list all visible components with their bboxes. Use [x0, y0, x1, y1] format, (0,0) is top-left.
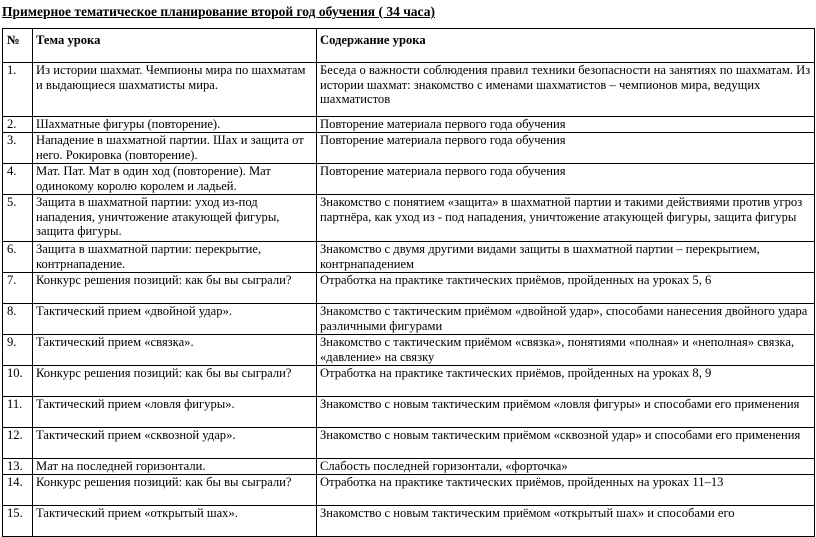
- row-number: 2.: [3, 117, 33, 133]
- header-number: №: [3, 29, 33, 63]
- document-title: Примерное тематическое планирование второй год обучения ( 34 часа): [2, 4, 435, 19]
- row-topic: Тактический прием «ловля фигуры».: [33, 397, 317, 428]
- table-row: [3, 273, 815, 304]
- row-topic: Тактический прием «сквозной удар».: [33, 428, 317, 459]
- row-number: 11.: [3, 397, 33, 428]
- row-topic: Шахматные фигуры (повторение).: [33, 117, 317, 133]
- row-number: 4.: [3, 164, 33, 195]
- table-row: [3, 506, 815, 537]
- table-row: [3, 63, 815, 117]
- header-content: Содержание урока: [317, 29, 815, 63]
- row-content: Знакомство с тактическим приёмом «двойной удар», способами нанесения двойного удара различными фигурами: [317, 304, 815, 335]
- row-number: 15.: [3, 506, 33, 537]
- row-topic: Тактический прием «связка».: [33, 335, 317, 366]
- row-content: Повторение материала первого года обучения: [317, 164, 815, 195]
- table-row: [3, 195, 815, 242]
- row-number: 6.: [3, 242, 33, 273]
- lesson-plan-table: [2, 28, 815, 537]
- row-content: Знакомство с двумя другими видами защиты в шахматной партии – перекрытием, контрнападением: [317, 242, 815, 273]
- row-content: Знакомство с новым тактическим приёмом «открытый шах» и способами его: [317, 506, 815, 537]
- row-topic: Тактический прием «открытый шах».: [33, 506, 317, 537]
- row-content: Знакомство с новым тактическим приёмом «сквозной удар» и способами его применения: [317, 428, 815, 459]
- row-number: 10.: [3, 366, 33, 397]
- table-row: [3, 428, 815, 459]
- row-topic: Защита в шахматной партии: уход из-под нападения, уничтожение атакующей фигуры, защита фигуры.: [33, 195, 317, 242]
- table-row: [3, 335, 815, 366]
- row-content: Отработка на практике тактических приёмов, пройденных на уроках 8, 9: [317, 366, 815, 397]
- row-number: 13.: [3, 459, 33, 475]
- row-number: 9.: [3, 335, 33, 366]
- table-row: [3, 304, 815, 335]
- table-header-row: [3, 29, 815, 63]
- row-number: 1.: [3, 63, 33, 117]
- row-content: Беседа о важности соблюдения правил техники безопасности на занятиях по шахматам. Из истории шахмат: знакомство с именами шахматистов – чемпионов мира, ведущих шахматистов: [317, 63, 815, 117]
- table-row: [3, 397, 815, 428]
- row-content: Знакомство с новым тактическим приёмом «ловля фигуры» и способами его применения: [317, 397, 815, 428]
- row-number: 12.: [3, 428, 33, 459]
- row-content: Знакомство с понятием «защита» в шахматной партии и такими действиями против угроз партнёра, как уход из - под нападения, уничтожение атакующей фигуры, защита фигуры: [317, 195, 815, 242]
- table-row: [3, 164, 815, 195]
- row-content: Повторение материала первого года обучения: [317, 133, 815, 164]
- row-topic: Из истории шахмат. Чемпионы мира по шахматам и выдающиеся шахматисты мира.: [33, 63, 317, 117]
- row-topic: Тактический прием «двойной удар».: [33, 304, 317, 335]
- table-row: [3, 133, 815, 164]
- header-topic: Тема урока: [33, 29, 317, 63]
- row-topic: Нападение в шахматной партии. Шах и защита от него. Рокировка (повторение).: [33, 133, 317, 164]
- row-topic: Конкурс решения позиций: как бы вы сыграли?: [33, 273, 317, 304]
- row-topic: Конкурс решения позиций: как бы вы сыграли?: [33, 366, 317, 397]
- row-content: Повторение материала первого года обучения: [317, 117, 815, 133]
- row-number: 14.: [3, 475, 33, 506]
- table-row: [3, 117, 815, 133]
- table-row: [3, 242, 815, 273]
- table-row: [3, 459, 815, 475]
- row-topic: Защита в шахматной партии: перекрытие, контрнападение.: [33, 242, 317, 273]
- row-topic: Мат. Пат. Мат в один ход (повторение). Мат одинокому королю королем и ладьей.: [33, 164, 317, 195]
- row-number: 8.: [3, 304, 33, 335]
- row-number: 3.: [3, 133, 33, 164]
- row-topic: Конкурс решения позиций: как бы вы сыграли?: [33, 475, 317, 506]
- row-number: 5.: [3, 195, 33, 242]
- row-content: Знакомство с тактическим приёмом «связка», понятиями «полная» и «неполная» связка, «давление» на связку: [317, 335, 815, 366]
- row-number: 7.: [3, 273, 33, 304]
- table-row: [3, 366, 815, 397]
- row-content: Отработка на практике тактических приёмов, пройденных на уроках 11–13: [317, 475, 815, 506]
- row-content: Слабость последней горизонтали, «форточка»: [317, 459, 815, 475]
- row-topic: Мат на последней горизонтали.: [33, 459, 317, 475]
- row-content: Отработка на практике тактических приёмов, пройденных на уроках 5, 6: [317, 273, 815, 304]
- table-row: [3, 475, 815, 506]
